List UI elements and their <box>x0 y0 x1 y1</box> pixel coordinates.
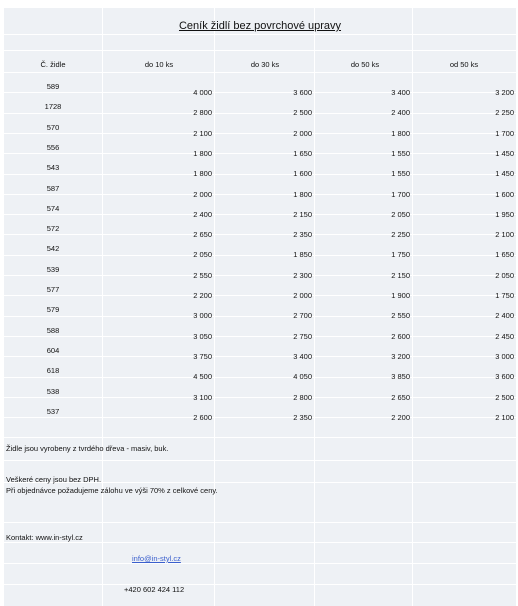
note-vat: Veškeré ceny jsou bez DPH. <box>6 475 102 484</box>
price-from-50: 2 100 <box>495 230 514 240</box>
page-title: Ceník židlí bez povrchové upravy <box>178 20 342 32</box>
contact-website: Kontakt: www.in-styl.cz <box>6 533 83 542</box>
price-up-to-10: 1 800 <box>193 169 212 179</box>
price-up-to-30: 2 700 <box>293 311 312 321</box>
price-up-to-30: 1 850 <box>293 250 312 260</box>
price-from-50: 2 050 <box>495 270 514 280</box>
grid-hline <box>4 584 516 585</box>
price-up-to-50: 2 050 <box>391 209 410 219</box>
price-up-to-10: 3 000 <box>193 311 212 321</box>
chair-number: 604 <box>46 345 60 355</box>
price-up-to-30: 1 600 <box>293 169 312 179</box>
note-material: Židle jsou vyrobeny z tvrdého dřeva - masiv, buk. <box>6 444 169 453</box>
chair-number: 588 <box>46 325 60 335</box>
price-from-50: 3 000 <box>495 351 514 361</box>
price-up-to-10: 3 100 <box>193 392 212 402</box>
price-from-50: 1 450 <box>495 169 514 179</box>
price-up-to-10: 1 800 <box>193 148 212 158</box>
header-up-to-10: do 10 ks <box>144 60 174 69</box>
chair-number: 1728 <box>44 102 62 112</box>
contact-email-link[interactable]: info@in-styl.cz <box>132 554 181 563</box>
price-up-to-10: 2 600 <box>193 412 212 422</box>
chair-number: 539 <box>46 264 60 274</box>
price-up-to-30: 2 500 <box>293 108 312 118</box>
header-chair-number: Č. židle <box>40 60 66 69</box>
price-up-to-30: 2 800 <box>293 392 312 402</box>
price-up-to-10: 2 650 <box>193 230 212 240</box>
price-from-50: 1 750 <box>495 291 514 300</box>
chair-number: 556 <box>46 142 60 152</box>
grid-hline <box>4 437 516 438</box>
price-up-to-50: 3 200 <box>391 351 410 361</box>
price-up-to-30: 4 050 <box>293 372 312 382</box>
price-up-to-10: 3 050 <box>193 331 212 341</box>
grid-hline <box>4 542 516 543</box>
price-up-to-30: 2 350 <box>293 412 312 422</box>
price-sheet <box>4 8 516 606</box>
price-from-50: 1 700 <box>495 128 514 138</box>
price-up-to-10: 4 000 <box>193 88 212 97</box>
price-from-50: 3 600 <box>495 372 514 382</box>
price-up-to-50: 1 550 <box>391 148 410 158</box>
grid-vline <box>412 8 413 606</box>
chair-number: 574 <box>46 203 60 213</box>
contact-phone: +420 602 424 112 <box>124 585 185 594</box>
price-up-to-50: 1 700 <box>391 189 410 199</box>
chair-number: 587 <box>46 183 60 193</box>
price-up-to-50: 2 550 <box>391 311 410 321</box>
price-up-to-50: 2 250 <box>391 230 410 240</box>
price-up-to-50: 3 400 <box>391 88 410 97</box>
price-up-to-30: 2 000 <box>293 128 312 138</box>
price-up-to-10: 2 000 <box>193 189 212 199</box>
price-up-to-30: 2 300 <box>293 270 312 280</box>
header-up-to-50: do 50 ks <box>350 60 380 69</box>
price-up-to-30: 1 800 <box>293 189 312 199</box>
price-from-50: 2 100 <box>495 412 514 422</box>
price-up-to-50: 1 800 <box>391 128 410 138</box>
price-up-to-10: 2 200 <box>193 291 212 300</box>
grid-hline <box>4 50 516 51</box>
header-from-50: od 50 ks <box>449 60 479 69</box>
grid-vline <box>314 8 315 606</box>
price-from-50: 2 500 <box>495 392 514 402</box>
grid-hline <box>4 72 516 73</box>
price-up-to-10: 2 100 <box>193 128 212 138</box>
price-up-to-50: 2 650 <box>391 392 410 402</box>
price-from-50: 3 200 <box>495 88 514 97</box>
price-from-50: 1 650 <box>495 250 514 260</box>
note-deposit: Při objednávce požadujeme zálohu ve výši 70% z celkové ceny. <box>6 486 218 495</box>
price-up-to-10: 2 050 <box>193 250 212 260</box>
price-up-to-50: 1 550 <box>391 169 410 179</box>
price-from-50: 2 400 <box>495 311 514 321</box>
chair-number: 577 <box>46 285 60 294</box>
price-up-to-50: 1 900 <box>391 291 410 300</box>
header-up-to-30: do 30 ks <box>250 60 280 69</box>
price-from-50: 2 450 <box>495 331 514 341</box>
grid-vline <box>214 8 215 606</box>
price-up-to-50: 2 400 <box>391 108 410 118</box>
price-up-to-10: 3 750 <box>193 351 212 361</box>
grid-hline <box>4 34 516 35</box>
price-up-to-30: 3 400 <box>293 351 312 361</box>
chair-number: 570 <box>46 122 60 132</box>
price-up-to-10: 2 550 <box>193 270 212 280</box>
grid-hline <box>4 460 516 461</box>
price-up-to-50: 1 750 <box>391 250 410 260</box>
price-up-to-30: 2 000 <box>293 291 312 300</box>
chair-number: 572 <box>46 224 60 234</box>
price-up-to-50: 2 150 <box>391 270 410 280</box>
price-up-to-10: 4 500 <box>193 372 212 382</box>
price-up-to-30: 1 650 <box>293 148 312 158</box>
price-up-to-50: 2 600 <box>391 331 410 341</box>
price-up-to-10: 2 400 <box>193 209 212 219</box>
price-up-to-30: 2 750 <box>293 331 312 341</box>
chair-number: 618 <box>46 366 60 376</box>
price-up-to-30: 3 600 <box>293 88 312 97</box>
price-up-to-30: 2 350 <box>293 230 312 240</box>
grid-hline <box>4 563 516 564</box>
chair-number: 538 <box>46 386 60 396</box>
price-up-to-50: 2 200 <box>391 412 410 422</box>
chair-number: 542 <box>46 244 60 254</box>
grid-hline <box>4 522 516 523</box>
price-from-50: 1 950 <box>495 209 514 219</box>
grid-vline <box>102 8 103 606</box>
chair-number: 543 <box>46 163 60 173</box>
chair-number: 537 <box>46 406 60 416</box>
price-from-50: 1 450 <box>495 148 514 158</box>
price-from-50: 2 250 <box>495 108 514 118</box>
price-up-to-50: 3 850 <box>391 372 410 382</box>
price-up-to-30: 2 150 <box>293 209 312 219</box>
chair-number: 589 <box>46 82 60 91</box>
price-from-50: 1 600 <box>495 189 514 199</box>
price-up-to-10: 2 800 <box>193 108 212 118</box>
chair-number: 579 <box>46 305 60 315</box>
